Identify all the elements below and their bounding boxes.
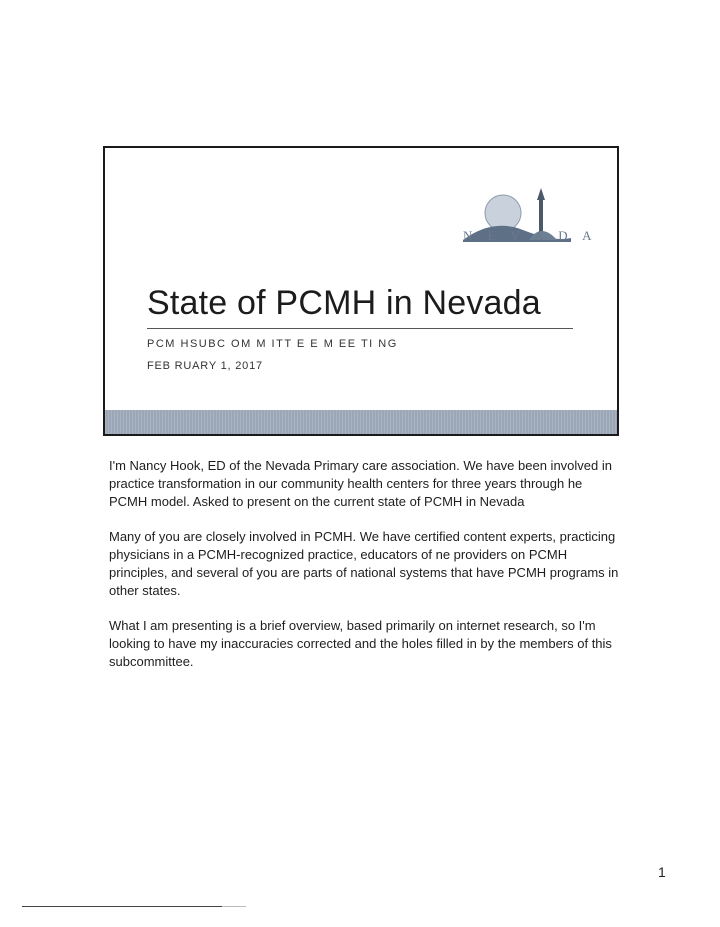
nevada-logo-icon xyxy=(453,178,573,258)
footer-rule xyxy=(22,906,222,907)
title-divider xyxy=(147,328,573,329)
slide-subtitle: PCM HSUBC OM M ITT E E M EE TI NG xyxy=(147,338,398,350)
slide-footer-band xyxy=(105,410,617,434)
notes-paragraph: What I am presenting is a brief overview, based primarily on internet research, so I'm looking to have my inaccuracies corrected and the holes filled in by the members of this subcommittee. xyxy=(109,618,612,669)
notes-paragraph: Many of you are closely involved in PCMH. We have certified content experts, practicing physicians in a PCMH-recognized practice, educators of ne providers on PCMH principles, and several of you are parts of national systems that have PCMH programs in other states. xyxy=(109,529,619,598)
page-number: 1 xyxy=(658,864,666,880)
slide-thumbnail xyxy=(103,146,619,436)
footer-rule-faint xyxy=(222,906,246,907)
speaker-notes xyxy=(109,457,619,688)
logo-wordmark: N E V A D A xyxy=(463,228,598,243)
slide-title: State of PCMH in Nevada xyxy=(147,284,541,322)
notes-paragraph: I'm Nancy Hook, ED of the Nevada Primary care association. We have been involved in practice transformation in our community health centers for three years through he PCMH model. Asked to present on the current state of PCMH in Nevada xyxy=(109,458,612,509)
slide-date: FEB RUARY 1, 2017 xyxy=(147,360,263,372)
